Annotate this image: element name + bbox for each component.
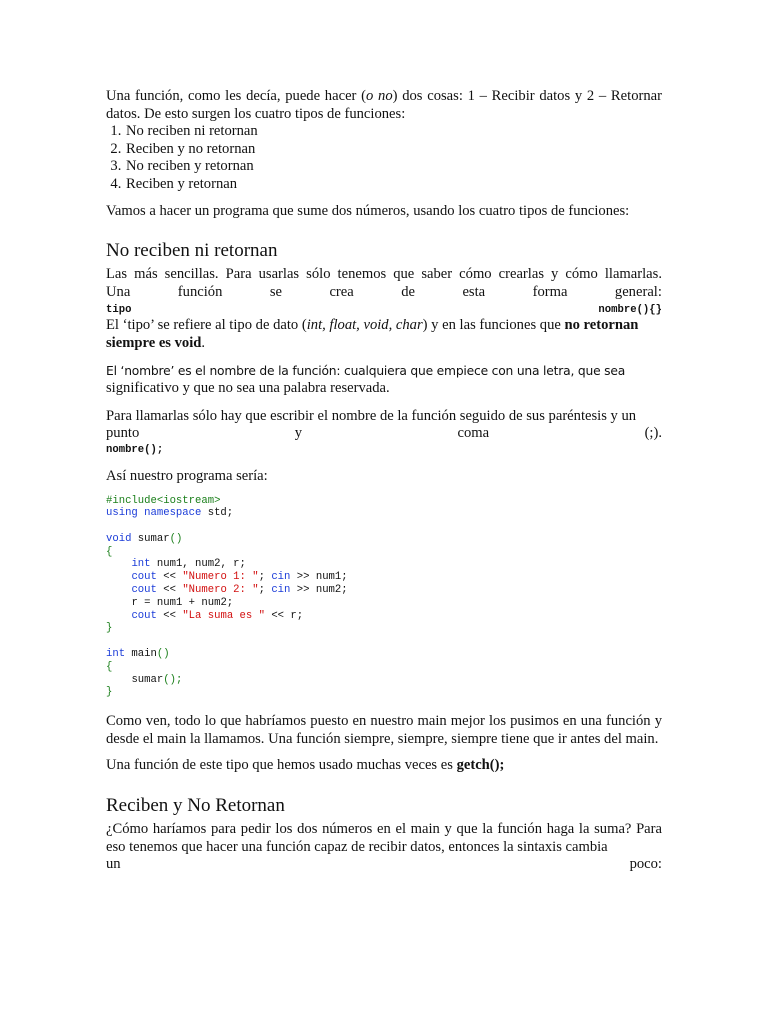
word: y xyxy=(294,425,303,442)
code-block xyxy=(106,495,662,700)
getch-text: Una función de este tipo que hemos usado muchas veces es xyxy=(106,757,457,774)
code-text: ; xyxy=(258,584,272,597)
code-parens: (); xyxy=(163,673,183,686)
code-text: sumar xyxy=(131,532,170,545)
code-op: >> xyxy=(290,584,316,597)
code-text: num1; xyxy=(315,571,348,584)
list-item: 1. No reciben ni retornan xyxy=(125,123,662,141)
tipo-bold: no retornan siempre es void xyxy=(106,317,639,351)
paragraph-getch xyxy=(106,757,662,775)
syntax-type: tipo xyxy=(106,304,132,317)
code-keyword: using namespace xyxy=(106,507,202,520)
nombre-text-2: significativo y que no sea una palabra reservada. xyxy=(106,380,390,397)
paragraph-sencillas: Las más sencillas. Para usarlas sólo tenemos que saber cómo crearlas y cómo llamarlas. xyxy=(106,266,662,283)
code-text: main xyxy=(125,648,157,661)
document-body xyxy=(106,88,662,874)
call-syntax: nombre(); xyxy=(106,443,164,456)
code-keyword: cout xyxy=(131,584,157,597)
code-keyword: cout xyxy=(131,609,157,622)
nombre-text-1: El ‘nombre’ es el nombre de la función: cualquiera que empiece con una letra, que sea xyxy=(106,363,626,378)
syntax-line xyxy=(106,303,662,317)
code-keyword: int xyxy=(106,648,126,661)
code-op: << xyxy=(156,584,183,597)
paragraph-punto-coma xyxy=(106,425,662,443)
list-item: 4. Reciben y retornan xyxy=(125,176,662,194)
code-string: "Numero 1: " xyxy=(182,571,259,584)
code-text: std; xyxy=(201,507,234,520)
word: (;). xyxy=(644,425,662,442)
code-op: << xyxy=(264,609,291,622)
paragraph-un-poco xyxy=(106,856,662,874)
word: esta xyxy=(462,283,486,300)
word: punto xyxy=(106,425,140,442)
word: un xyxy=(106,856,121,873)
word: de xyxy=(401,283,415,300)
list-item: 3. No reciben y retornan xyxy=(125,158,662,176)
code-brace: } xyxy=(106,622,113,635)
tipo-end: . xyxy=(201,334,206,351)
list-item: 2. Reciben y no retornan xyxy=(125,141,662,159)
paragraph-nombre xyxy=(106,363,662,398)
word: función xyxy=(177,283,223,300)
syntax-name: nombre(){} xyxy=(598,304,662,317)
intro-italic: o no xyxy=(366,88,393,104)
paragraph-asi: Así nuestro programa sería: xyxy=(106,467,268,484)
code-keyword: cin xyxy=(271,571,291,584)
getch-bold: getch(); xyxy=(456,757,505,774)
code-brace: { xyxy=(106,660,113,673)
code-string: "Numero 2: " xyxy=(182,584,259,597)
tipo-text-mid: ) y en las funciones que xyxy=(422,317,565,334)
code-keyword: int xyxy=(131,558,151,571)
code-include: #include<iostream> xyxy=(106,494,221,507)
code-parens: () xyxy=(156,648,170,661)
paragraph-como-ven: Como ven, todo lo que habríamos puesto en nuestro main mejor los pusimos en una función y desde el main la llamamos. Una función siempre, siempre, siempre tiene que ir antes del main. xyxy=(106,713,662,747)
intro-text-1: Una función, como les decía, puede hacer ( xyxy=(106,88,366,104)
word: crea xyxy=(329,283,354,300)
word: general: xyxy=(614,283,662,300)
code-keyword: cin xyxy=(271,584,291,597)
paragraph-tipo xyxy=(106,317,662,352)
word: coma xyxy=(457,425,490,442)
code-parens: () xyxy=(169,532,183,545)
code-text: r = num1 + num2; xyxy=(131,596,234,609)
code-text: ; xyxy=(258,571,272,584)
word: se xyxy=(269,283,282,300)
code-brace: } xyxy=(106,686,113,699)
code-text: sumar xyxy=(131,673,164,686)
section-heading-no-reciben: No reciben ni retornan xyxy=(106,240,278,262)
code-brace: { xyxy=(106,545,113,558)
code-op: << xyxy=(156,609,183,622)
code-text: num2; xyxy=(315,584,348,597)
intro-paragraph xyxy=(106,88,662,123)
word: poco: xyxy=(629,856,662,873)
word: forma xyxy=(532,283,568,300)
paragraph-como-hariamos: ¿Cómo haríamos para pedir los dos números en el main y que la función haga la suma? Para eso tenemos que hacer una función capaz de recibir datos, entonces la sintaxis cambia xyxy=(106,821,662,855)
code-text: num1, num2, r; xyxy=(150,558,246,571)
code-string: "La suma es " xyxy=(182,609,265,622)
tipo-text: El ‘tipo’ se refiere al tipo de dato ( xyxy=(106,317,307,334)
function-types-list xyxy=(106,123,662,193)
intro-text-2: ) dos cosas: 1 – Recibir datos y 2 – Retornar datos. De esto surgen los cuatro tipos de funciones: xyxy=(106,88,662,122)
program-intro: Vamos a hacer un programa que sume dos números, usando los cuatro tipos de funciones: xyxy=(106,202,630,219)
paragraph-forma-general xyxy=(106,284,662,302)
section-heading-reciben: Reciben y No Retornan xyxy=(106,795,285,817)
code-op: >> xyxy=(290,571,316,584)
code-op: << xyxy=(156,571,183,584)
paragraph-llamar: Para llamarlas sólo hay que escribir el nombre de la función seguido de sus paréntesis y un xyxy=(106,407,637,424)
tipo-italic: int, float, void, char xyxy=(306,317,423,334)
code-keyword: cout xyxy=(131,571,157,584)
word: Una xyxy=(106,283,131,300)
code-text: r; xyxy=(290,609,304,622)
code-keyword: void xyxy=(106,532,132,545)
